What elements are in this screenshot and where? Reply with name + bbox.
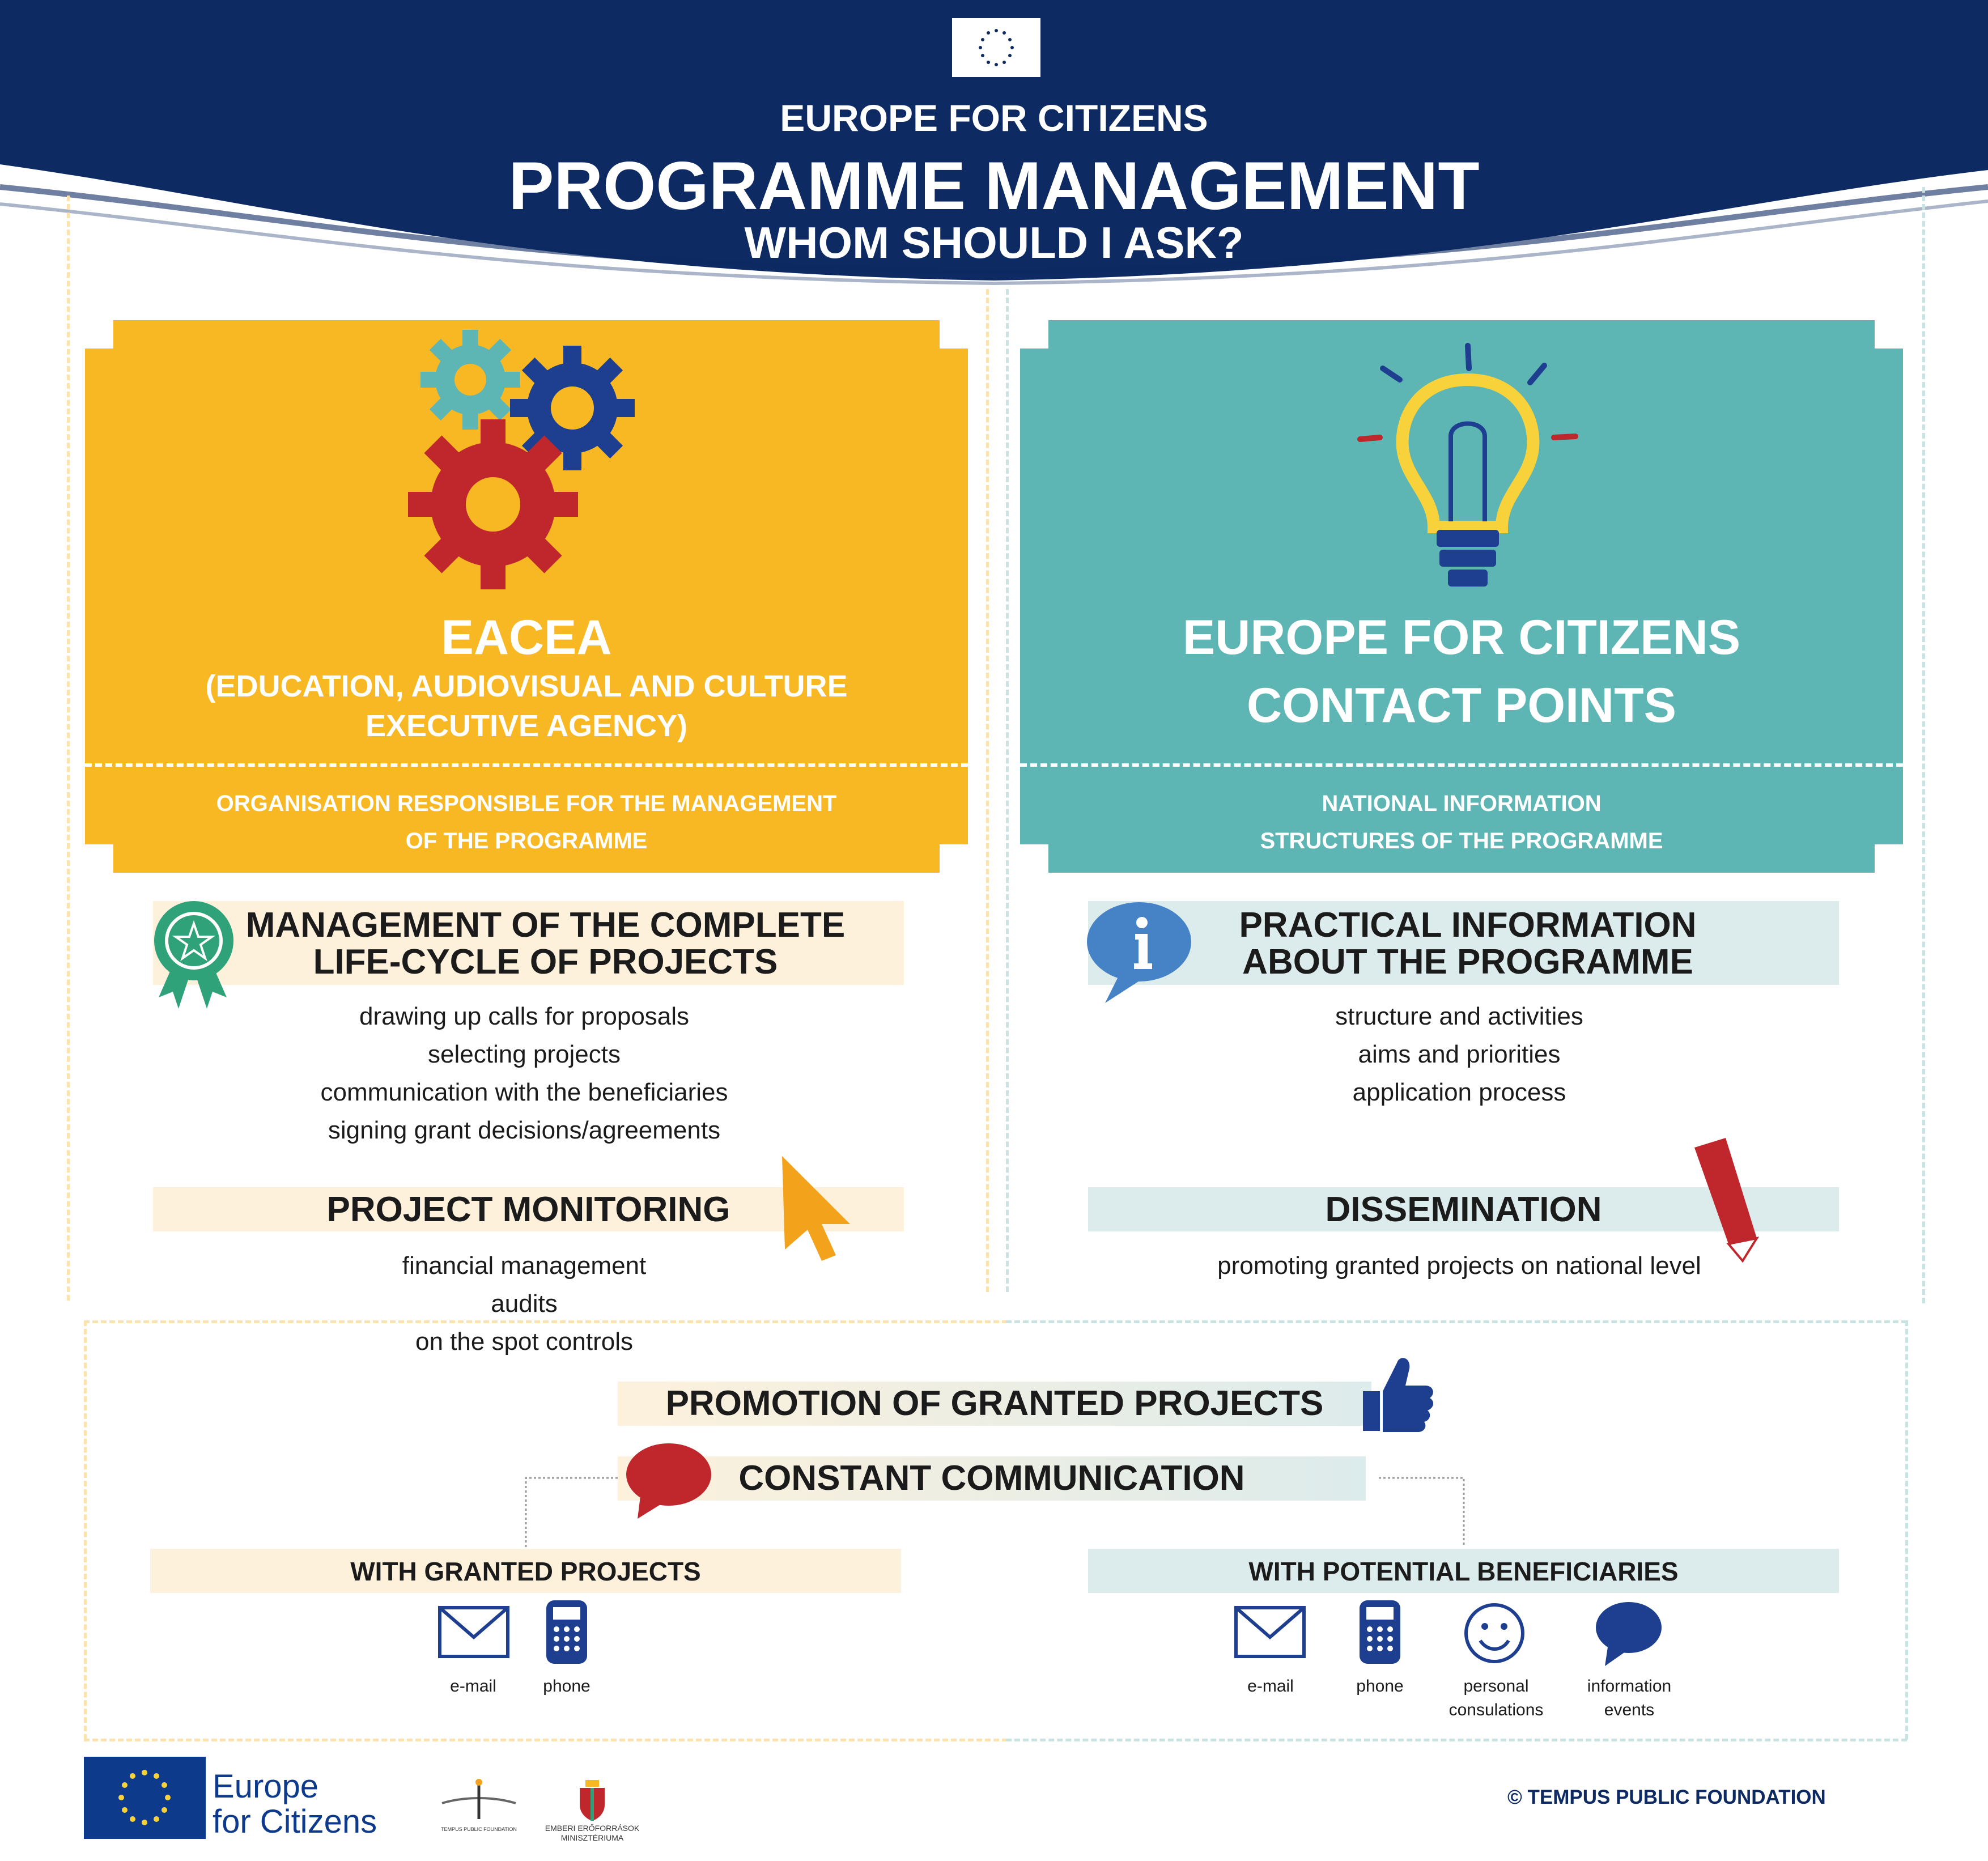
speech-bubble-icon xyxy=(618,1439,714,1519)
eacea-subtitle-2: EXECUTIVE AGENCY) xyxy=(365,709,688,743)
connector-left xyxy=(521,1473,623,1553)
contact-title-1: EUROPE FOR CITIZENS xyxy=(1182,610,1741,665)
granted-phone-label: phone xyxy=(543,1677,591,1696)
frame-bottom-right xyxy=(1905,1320,1908,1740)
page-title: PROGRAMME MANAGEMENT xyxy=(508,148,1480,224)
granted-title: WITH GRANTED PROJECTS xyxy=(350,1557,701,1586)
frame-bottom-top-right xyxy=(1006,1320,1907,1323)
practical-info-title-2: ABOUT THE PROGRAMME xyxy=(1242,942,1693,982)
communication-title: CONSTANT COMMUNICATION xyxy=(738,1459,1245,1498)
eu-flag-icon xyxy=(952,18,1040,77)
frame-bottom-base-right xyxy=(1006,1739,1907,1741)
list-item: on the spot controls xyxy=(415,1328,633,1356)
consult-label-2: consulations xyxy=(1448,1701,1544,1719)
eacea-title: EACEA xyxy=(441,610,612,665)
list-item: financial management xyxy=(402,1252,647,1280)
copyright-text: © TEMPUS PUBLIC FOUNDATION xyxy=(1507,1786,1826,1808)
lightbulb-icon xyxy=(1349,340,1587,595)
list-item: selecting projects xyxy=(428,1040,621,1068)
email-icon xyxy=(1233,1601,1309,1663)
list-item: drawing up calls for proposals xyxy=(359,1002,690,1030)
eu-logo-icon xyxy=(84,1757,206,1839)
eacea-desc-1: ORGANISATION RESPONSIBLE FOR THE MANAGEMENT xyxy=(216,791,837,816)
potential-title: WITH POTENTIAL BENEFICIARIES xyxy=(1248,1557,1679,1586)
thumbs-up-icon xyxy=(1357,1352,1437,1437)
lifecycle-title-1: MANAGEMENT OF THE COMPLETE xyxy=(245,906,846,945)
eacea-desc-2: OF THE PROGRAMME xyxy=(405,828,648,853)
frame-right xyxy=(1922,187,1925,1303)
contact-desc-2: STRUCTURES OF THE PROGRAMME xyxy=(1260,828,1663,853)
header-subtitle: WHOM SHOULD I ASK? xyxy=(744,218,1244,267)
header-line1: EUROPE FOR CITIZENS xyxy=(780,97,1208,139)
tempus-logo-text: TEMPUS PUBLIC FOUNDATION xyxy=(441,1826,517,1832)
frame-mid-left xyxy=(986,289,989,1292)
ministry-text-2: MINISZTÉRIUMA xyxy=(560,1833,624,1842)
eacea-subtitle-1: (EDUCATION, AUDIOVISUAL AND CULTURE xyxy=(205,669,848,703)
frame-bottom-left xyxy=(84,1320,87,1740)
ministry-crest-icon xyxy=(575,1777,609,1822)
list-item: signing grant decisions/agreements xyxy=(328,1116,721,1144)
list-item: aims and priorities xyxy=(1358,1040,1561,1068)
list-item: structure and activities xyxy=(1335,1002,1583,1030)
monitoring-title: PROJECT MONITORING xyxy=(326,1190,730,1229)
contact-separator xyxy=(1020,763,1903,767)
frame-mid-right xyxy=(1006,289,1009,1292)
dissemination-title: DISSEMINATION xyxy=(1325,1190,1602,1229)
ministry-text-1: EMBERI ERŐFORRÁSOK xyxy=(545,1824,640,1833)
list-item: audits xyxy=(491,1290,558,1318)
list-item: communication with the beneficiaries xyxy=(320,1078,728,1106)
logo-text-2: for Citizens xyxy=(213,1803,377,1840)
events-label-1: information xyxy=(1587,1677,1672,1696)
lifecycle-title-2: LIFE-CYCLE OF PROJECTS xyxy=(313,942,778,982)
email-icon xyxy=(436,1601,513,1663)
granted-email-label: e-mail xyxy=(450,1677,496,1696)
phone-icon xyxy=(544,1598,589,1666)
promotion-title: PROMOTION OF GRANTED PROJECTS xyxy=(665,1384,1324,1423)
frame-left xyxy=(67,196,70,1301)
list-item: promoting granted projects on national level xyxy=(1217,1252,1701,1280)
practical-info-title-1: PRACTICAL INFORMATION xyxy=(1239,906,1697,945)
tempus-logo-icon xyxy=(436,1774,521,1830)
logo-text-1: Europe xyxy=(213,1768,319,1805)
contact-title-2: CONTACT POINTS xyxy=(1246,678,1677,733)
frame-bottom-base-left xyxy=(84,1739,1008,1741)
connector-right xyxy=(1374,1473,1476,1553)
phone-icon xyxy=(1357,1598,1403,1666)
list-item: application process xyxy=(1352,1078,1566,1106)
smiley-icon xyxy=(1462,1601,1527,1666)
gears-icon xyxy=(408,323,657,595)
consult-label-1: personal xyxy=(1463,1677,1529,1696)
chat-bubble-icon xyxy=(1592,1598,1663,1669)
eacea-separator xyxy=(85,763,968,767)
events-label-2: events xyxy=(1604,1701,1655,1719)
potential-email-label: e-mail xyxy=(1247,1677,1294,1696)
contact-desc-1: NATIONAL INFORMATION xyxy=(1322,791,1602,816)
potential-phone-label: phone xyxy=(1356,1677,1404,1696)
